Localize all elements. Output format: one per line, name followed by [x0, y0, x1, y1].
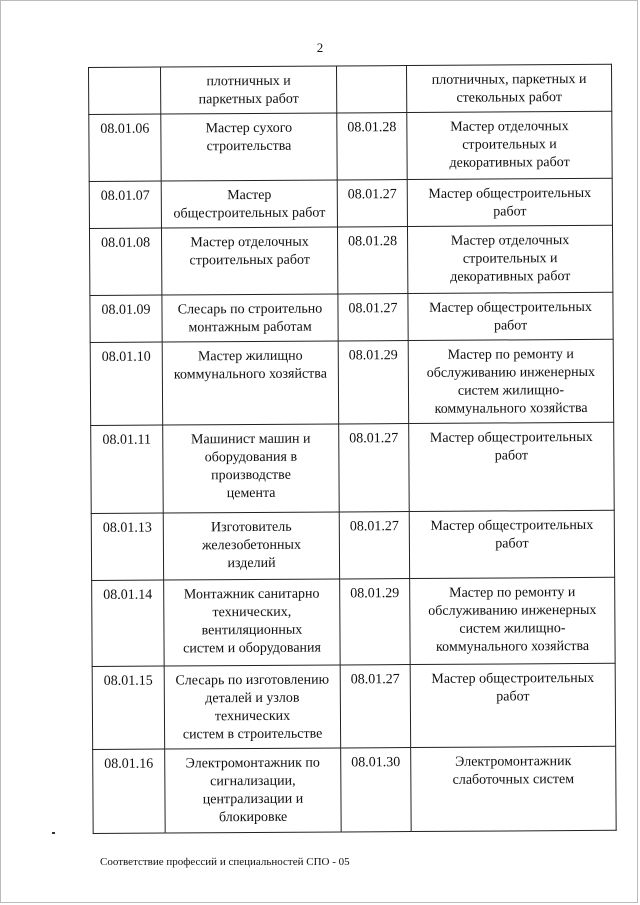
- table-row: [92, 663, 615, 749]
- specialty-code: 08.01.27: [339, 424, 410, 512]
- specialty-code: 08.01.27: [338, 294, 408, 341]
- page-number: 2: [316, 40, 324, 55]
- profession-name: Электромонтажник по сигнализации, централизации и блокировке: [165, 748, 342, 833]
- table-row: [92, 577, 616, 666]
- profession-name: Мастер общестроительных работ: [161, 180, 337, 228]
- table-row: [93, 746, 617, 833]
- table-row: [90, 292, 613, 342]
- specialty-name: Мастер общестроительных работ: [407, 178, 612, 226]
- specialty-name: Мастер отделочных строительных и декоративных работ: [407, 111, 612, 179]
- profession-code: 08.01.15: [92, 666, 165, 749]
- specialty-code: 08.01.27: [337, 180, 407, 227]
- specialty-name: Мастер отделочных строительных и декоративных работ: [407, 225, 612, 293]
- profession-name: плотничных и паркетных работ: [161, 66, 337, 114]
- specialty-name: Мастер общестроительных работ: [409, 422, 615, 511]
- specialty-name: Мастер общестроительных работ: [410, 663, 616, 747]
- profession-name: Изготовитель железобетонных изделий: [163, 512, 339, 580]
- profession-code: 08.01.09: [90, 295, 162, 342]
- table-row: [89, 225, 612, 295]
- correspondence-table: [88, 64, 617, 834]
- table-row: [90, 339, 613, 425]
- profession-name: Монтажник санитарно технических, вентиляционных систем и оборудования: [164, 579, 341, 666]
- specialty-code: 08.01.29: [340, 579, 411, 665]
- profession-name: Мастер сухого строительства: [161, 113, 337, 181]
- table-row: [89, 178, 612, 228]
- profession-name: Мастер жилищно коммунального хозяйства: [162, 341, 339, 425]
- profession-code: 08.01.06: [89, 114, 161, 181]
- specialty-code: 08.01.27: [339, 512, 409, 579]
- specialty-code: 08.01.28: [337, 227, 407, 294]
- specialty-name: Мастер по ремонту и обслуживанию инженерных систем жилищно- коммунального хозяйства: [410, 577, 616, 664]
- profession-code: 08.01.14: [92, 580, 165, 666]
- specialty-name: Мастер по ремонту и обслуживанию инженерных систем жилищно- коммунального хозяйства: [408, 339, 614, 423]
- specialty-name: Электромонтажник слаботочных систем: [411, 746, 617, 831]
- profession-name: Мастер отделочных строительных работ: [161, 227, 337, 295]
- table-row: [91, 510, 614, 580]
- profession-code: [89, 67, 161, 114]
- profession-code: 08.01.07: [89, 181, 161, 228]
- specialty-code: 08.01.28: [337, 113, 407, 180]
- profession-code: 08.01.13: [91, 513, 163, 580]
- specialty-code: 08.01.29: [338, 341, 409, 424]
- profession-code: 08.01.10: [90, 342, 163, 425]
- specialty-name: Мастер общестроительных работ: [409, 510, 614, 578]
- profession-code: 08.01.11: [91, 425, 164, 513]
- profession-name: Слесарь по строительно монтажным работам: [162, 294, 338, 342]
- specialty-code: 08.01.27: [340, 665, 411, 748]
- profession-name: Машинист машин и оборудования в производстве цемента: [163, 424, 340, 513]
- specialty-code: [336, 66, 406, 113]
- specialty-name: Мастер общестроительных работ: [408, 292, 613, 340]
- specialty-code: 08.01.30: [341, 748, 412, 832]
- profession-name: Слесарь по изготовлению деталей и узлов технических систем в строительстве: [164, 665, 341, 749]
- scan-speck: [52, 832, 55, 834]
- table-row: [89, 64, 612, 114]
- table-row: [91, 422, 615, 513]
- profession-code: 08.01.08: [89, 228, 161, 295]
- profession-code: 08.01.16: [93, 749, 166, 833]
- page-footer: Соответствие профессий и специальностей СПО - 05: [100, 856, 350, 868]
- table-row: [89, 111, 612, 181]
- specialty-name: плотничных, паркетных и стекольных работ: [406, 64, 611, 112]
